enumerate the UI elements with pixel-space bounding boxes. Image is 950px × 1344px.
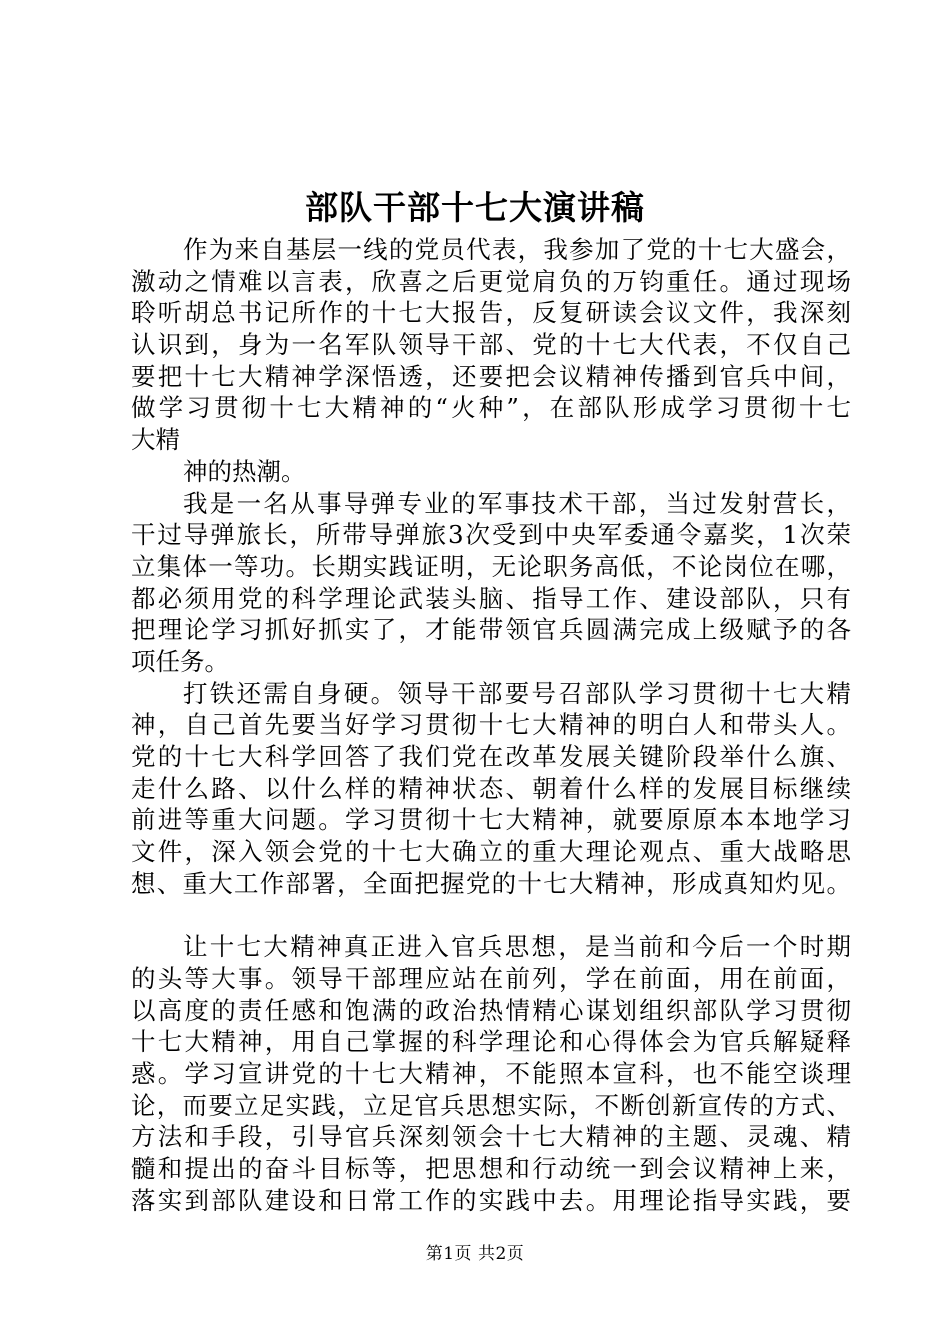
text-line: 作为来自基层一线的党员代表，我参加了党的十七大盛会， (183, 235, 851, 264)
text-line: 大精 (131, 425, 180, 455)
text-line: 的头等大事。领导干部理应站在前列，学在前面，用在前面， (131, 963, 851, 993)
text-line: 神的热潮。 (183, 456, 306, 486)
text-line: 干过导弹旅长，所带导弹旅3次受到中央军委通令嘉奖，1次荣 (131, 520, 851, 550)
page-footer: 第1页 共2页 (425, 1244, 525, 1264)
document-body (131, 234, 851, 1216)
text-line: 论，而要立足实践，立足官兵思想实际，不断创新宣传的方式、 (131, 1090, 851, 1120)
text-line: 打铁还需自身硬。领导干部要号召部队学习贯彻十七大精 (183, 678, 851, 708)
text-line: 认识到，身为一名军队领导干部、党的十七大代表，不仅自己 (131, 330, 851, 360)
document-title: 部队干部十七大演讲稿 (305, 188, 645, 227)
text-line: 走什么路、以什么样的精神状态、朝着什么样的发展目标继续 (131, 773, 851, 803)
text-line: 文件，深入领会党的十七大确立的重大理论观点、重大战略思 (131, 837, 851, 867)
text-line: 让十七大精神真正进入官兵思想，是当前和今后一个时期 (183, 932, 851, 962)
text-line: 项任务。 (131, 646, 229, 676)
text-line: 把理论学习抓好抓实了，才能带领官兵圆满完成上级赋予的各 (131, 615, 851, 645)
blank-line (131, 899, 851, 931)
text-line: 前进等重大问题。学习贯彻十七大精神，就要原原本本地学习 (131, 805, 851, 835)
text-line: 我是一名从事导弹专业的军事技术干部，当过发射营长， (183, 488, 851, 518)
text-line: 做学习贯彻十七大精神的“火种”，在部队形成学习贯彻十七 (131, 393, 851, 423)
text-line: 惑。学习宣讲党的十七大精神，不能照本宣科，也不能空谈理 (131, 1058, 851, 1088)
text-line: 落实到部队建设和日常工作的实践中去。用理论指导实践，要 (131, 1185, 851, 1215)
text-line: 都必须用党的科学理论武装头脑、指导工作、建设部队，只有 (131, 583, 851, 613)
text-line: 立集体一等功。长期实践证明，无论职务高低，不论岗位在哪， (131, 551, 851, 581)
text-line: 以高度的责任感和饱满的政治热情精心谋划组织部队学习贯彻 (131, 995, 851, 1025)
text-line: 方法和手段，引导官兵深刻领会十七大精神的主题、灵魂、精 (131, 1122, 851, 1152)
text-line: 聆听胡总书记所作的十七大报告，反复研读会议文件，我深刻 (131, 298, 851, 328)
text-line: 想、重大工作部署，全面把握党的十七大精神，形成真知灼见。 (131, 868, 851, 898)
text-line: 十七大精神，用自己掌握的科学理论和心得体会为官兵解疑释 (131, 1027, 851, 1057)
text-line: 髓和提出的奋斗目标等，把思想和行动统一到会议精神上来， (131, 1153, 851, 1183)
text-line: 激动之情难以言表，欣喜之后更觉肩负的万钧重任。通过现场 (131, 266, 851, 296)
text-line: 要把十七大精神学深悟透，还要把会议精神传播到官兵中间， (131, 361, 851, 391)
text-line: 神，自己首先要当好学习贯彻十七大精神的明白人和带头人。 (131, 710, 851, 740)
text-line: 党的十七大科学回答了我们党在改革发展关键阶段举什么旗、 (131, 742, 851, 771)
